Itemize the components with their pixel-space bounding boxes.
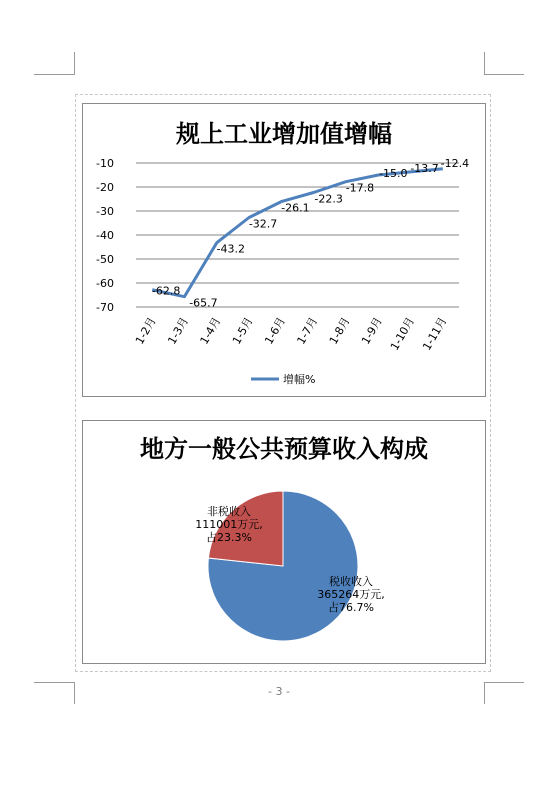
pie-slice-label: 365264万元, <box>317 588 385 601</box>
y-tick-label: -50 <box>96 253 114 266</box>
x-tick-label: 1-10月 <box>387 315 418 353</box>
pie-chart-svg <box>83 421 485 663</box>
x-tick-label: 1-4月 <box>197 315 224 347</box>
data-label: -32.7 <box>248 217 278 231</box>
line-chart-svg <box>83 104 485 396</box>
crop-mark-bottom-left-h <box>34 682 75 683</box>
y-tick-label: -40 <box>96 229 114 242</box>
data-label: -26.1 <box>281 201 310 215</box>
data-label: -62.8 <box>151 284 181 298</box>
crop-mark-top-left-h <box>34 74 75 75</box>
y-tick-label: -20 <box>96 181 114 194</box>
x-tick-label: 1-11月 <box>420 315 450 353</box>
data-label: -12.4 <box>440 156 470 170</box>
y-tick-label: -70 <box>96 301 114 314</box>
x-tick-label: 1-9月 <box>359 315 385 347</box>
data-label: -22.3 <box>314 192 343 206</box>
data-label: -13.7 <box>410 161 439 175</box>
data-label: -17.8 <box>345 181 375 195</box>
line-chart-title: 规上工业增加值增幅 <box>176 119 392 148</box>
pie-slice-label: 111001万元, <box>195 518 263 531</box>
x-tick-label: 1-3月 <box>165 315 192 347</box>
pie-slice-label: 占23.3% <box>206 531 252 544</box>
data-label: -65.7 <box>189 296 218 310</box>
pie-slice-label: 税收收入 <box>329 575 373 588</box>
x-tick-label: 1-6月 <box>262 315 288 347</box>
crop-mark-bottom-right-h <box>484 682 524 683</box>
x-tick-label: 1-2月 <box>133 315 159 347</box>
x-tick-label: 1-5月 <box>229 315 256 347</box>
x-tick-label: 1-8月 <box>326 315 353 347</box>
pie-chart-title: 地方一般公共预算收入构成 <box>140 434 428 463</box>
y-tick-label: -10 <box>96 157 114 170</box>
crop-mark-top-right-h <box>484 74 524 75</box>
pie-chart-container <box>82 420 486 664</box>
pie-slice-label: 占76.7% <box>328 601 374 614</box>
data-label: -15.0 <box>379 167 408 180</box>
x-tick-label: 1-7月 <box>294 315 321 347</box>
legend-label: 增幅% <box>283 373 316 386</box>
crop-mark-top-right-v <box>484 52 485 74</box>
data-label: -43.2 <box>216 242 245 256</box>
y-tick-label: -30 <box>96 205 114 218</box>
line-chart-container <box>82 103 486 397</box>
y-tick-label: -60 <box>96 277 114 290</box>
page-number: - 3 - <box>268 685 290 698</box>
pie-slice-label: 非税收入 <box>207 505 251 518</box>
series-line <box>152 169 443 297</box>
crop-mark-top-left-v <box>74 52 75 74</box>
